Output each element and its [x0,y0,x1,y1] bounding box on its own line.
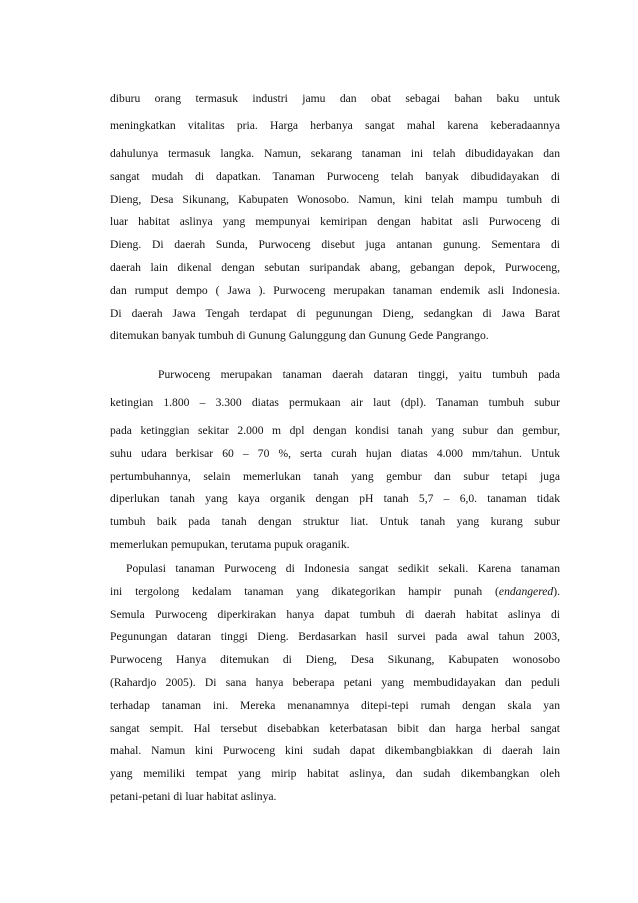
paragraph-line: pertumbuhannya, selain memerlukan tanah yang gembur dan subur tetapi juga [110,469,560,483]
paragraph-line: luar habitat aslinya yang mempunyai kemiripan dengan habitat asli Purwoceng di [110,215,560,229]
paragraph-3 [110,558,560,809]
paragraph-line: dan rumput dempo ( Jawa ). Purwoceng merupakan tanaman endemik asli Indonesia. [110,283,560,297]
paragraph-line: pada ketinggian sekitar 2.000 m dpl dengan kondisi tanah yang subur dan gembur, [110,424,560,437]
paragraph-line: terhadap tanaman ini. Mereka menanamnya ditepi-tepi rumah dengan skala yan [110,698,560,712]
italic-term-suffix: ). [553,584,560,598]
paragraph-2-rest [110,420,560,557]
paragraph-line: sangat mudah di dapatkan. Tanaman Purwoceng telah banyak dibudidayakan di [110,169,560,183]
paragraph-line: sangat sempit. Hal tersebut disebabkan keterbatasan bibit dan harga herbal sangat [110,721,560,735]
paragraph-line: yang memiliki tempat yang mirip habitat aslinya, dan sudah dikembangkan oleh [110,767,560,781]
paragraph-line: suhu udara berkisar 60 – 70 %, serta curah hujan diatas 4.000 mm/tahun. Untuk [110,446,560,460]
paragraph-line: ketingian 1.800 – 3.300 diatas permukaan air laut (dpl). Tanaman tumbuh subur [110,396,560,409]
paragraph-line: dahulunya termasuk langka. Namun, sekarang tanaman ini telah dibudidayakan dan [110,147,560,160]
paragraph-line: meningkatkan vitalitas pria. Harga herbanya sangat mahal karena keberadaannya [110,119,560,132]
paragraph-line: Pegunungan dataran tinggi Dieng. Berdasarkan hasil survei pada awal tahun 2003, [110,630,560,644]
paragraph-1-rest [110,143,560,348]
paragraph-line: Purwoceng merupakan tanaman daerah dataran tinggi, yaitu tumbuh pada [158,368,560,381]
paragraph-1 [110,88,560,111]
paragraph-line: Purwoceng Hanya ditemukan di Dieng, Desa Sikunang, Kabupaten wonosobo [110,653,560,667]
italic-term: endangered [498,584,554,598]
paragraph-line: Di daerah Jawa Tengah terdapat di pegunungan Dieng, sedangkan di Jawa Barat [110,306,560,320]
paragraph-1-body [110,115,560,138]
paragraph-line: daerah lain dikenal dengan sebutan suripandak abang, gebangan depok, Purwoceng, [110,260,560,274]
paragraph-line: petani-petani di luar habitat aslinya. [110,789,277,803]
paragraph-line: (Rahardjo 2005). Di sana hanya beberapa petani yang membudidayakan dan peduli [110,675,560,689]
paragraph-line: memerlukan pemupukan, terutama pupuk oraganik. [110,537,350,551]
paragraph-line: diperlukan tanah yang kaya organik dengan pH tanah 5,7 – 6,0. tanaman tidak [110,492,560,506]
paragraph-2-body [110,392,560,415]
paragraph-line: tumbuh baik pada tanah dengan struktur liat. Untuk tanah yang kurang subur [110,515,560,529]
paragraph-line: Semula Purwoceng diperkirakan hanya dapat tumbuh di daerah habitat aslinya di [110,607,560,621]
paragraph-line-text: ini tergolong kedalam tanaman yang dikategorikan hampir punah ( [110,584,499,598]
paragraph-line: mahal. Namun kini Purwoceng kini sudah dapat dikembangbiakkan di daerah lain [110,744,560,758]
paragraph-line: diburu orang termasuk industri jamu dan obat sebagai bahan baku untuk [110,92,560,105]
paragraph-line: ditemukan banyak tumbuh di Gunung Galunggung dan Gunung Gede Pangrango. [110,329,489,343]
paragraph-line-with-term [110,581,560,604]
paragraph-line: Dieng. Di daerah Sunda, Purwoceng disebut juga antanan gunung. Sementara di [110,238,560,252]
paragraph-line: Dieng, Desa Sikunang, Kabupaten Wonosobo. Namun, kini telah mampu tumbuh di [110,192,560,206]
paragraph-2 [110,364,560,387]
paragraph-line: Populasi tanaman Purwoceng di Indonesia sangat sedikit sekali. Karena tanaman [126,562,560,575]
